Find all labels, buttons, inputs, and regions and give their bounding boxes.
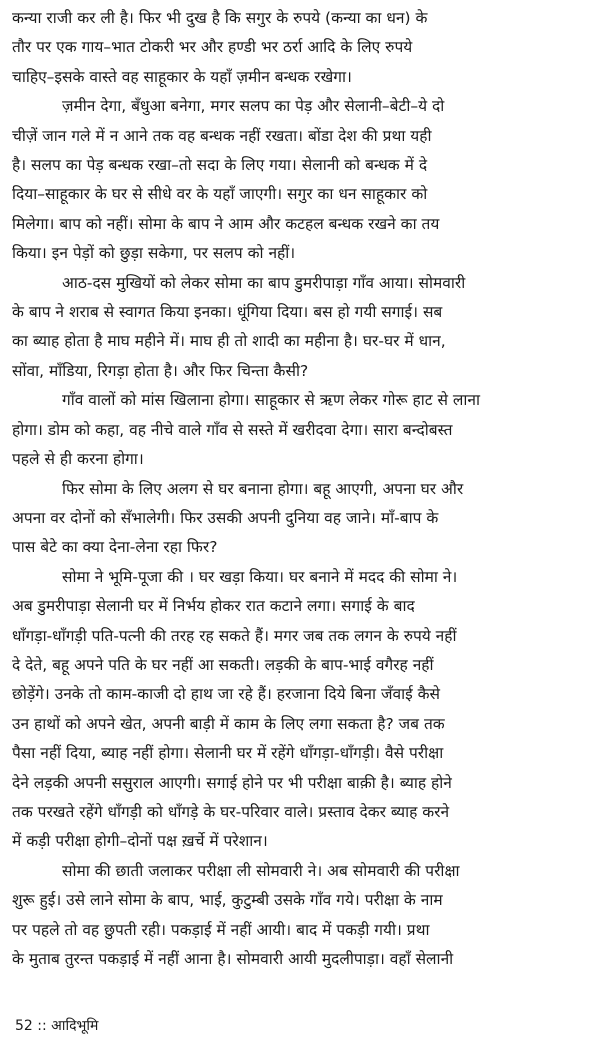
text-line: किया। इन पेड़ों को छुड़ा सकेगा, पर सलप को नहीं। — [12, 244, 296, 263]
text-line: उन हाथों को अपने खेत, अपनी बाड़ी में काम के लिए लगा सकता है? जब तक — [12, 714, 445, 733]
paragraph — [12, 563, 588, 857]
text-line: छोड़ेंगे। उनके तो काम-काजी दो हाथ जा रहे हैं। हरजाना दिये बिना जँवाई कैसे — [12, 685, 441, 704]
text-line: सोमा की छाती जलाकर परीक्षा ली सोमवारी ने। अब सोमवारी की परीक्षा — [62, 861, 460, 880]
text-line: में कड़ी परीक्षा होगी–दोनों पक्ष ख़र्चे में परेशान। — [12, 832, 268, 851]
text-line: अपना वर दोनों को सँभालेगी। फिर उसकी अपनी दुनिया वह जाने। माँ-बाप के — [12, 508, 439, 527]
text-line: देने लड़की अपनी ससुराल आएगी। सगाई होने पर भी परीक्षा बाक़ी है। ब्याह होने — [12, 773, 452, 792]
paragraph — [12, 269, 588, 387]
text-line: चीज़ें जान गले में न आने तक वह बन्धक नहीं रखता। बोंडा देश की प्रथा यही — [12, 126, 432, 145]
text-line: के मुताब तुरन्त पकड़ाई में नहीं आना है। सोमवारी आयी मुदलीपाड़ा। वहाँ सेलानी — [12, 950, 454, 968]
text-line: तौर पर एक गाय–भात टोकरी भर और हण्डी भर ठर्रा आदि के लिए रुपये — [12, 38, 413, 57]
text-line: मिलेगा। बाप को नहीं। सोमा के बाप ने आम और कटहल बन्धक रखने का तय — [12, 214, 440, 233]
text-line: होगा। डोम को कहा, वह नीचे वाले गाँव से सस्ते में खरीदवा देगा। सारा बन्दोबस्त — [12, 420, 453, 439]
paragraph — [12, 4, 588, 92]
text-line: शुरू हुई। उसे लाने सोमा के बाप, भाई, कुटुम्बी उसके गाँव गये। परीक्षा के नाम — [12, 891, 443, 910]
paragraph — [12, 857, 588, 975]
text-line: सोंवा, माँडिया, रिगड़ा होता है। और फिर चिन्ता कैसी? — [12, 361, 309, 380]
text-line: है। सलप का पेड़ बन्धक रखा–तो सदा के लिए गया। सेलानी को बन्धक में दे — [12, 156, 428, 175]
text-line: पहले से ही करना होगा। — [12, 450, 144, 469]
text-line: धाँगड़ा-धाँगड़ी पति-पत्नी की तरह रह सकते हैं। मगर जब तक लगन के रुपये नहीं — [12, 626, 457, 645]
paragraph — [12, 386, 588, 474]
text-line: का ब्याह होता है माघ महीने में। माघ ही तो शादी का महीना है। घर-घर में धान, — [12, 332, 446, 351]
text-line: पर पहले तो वह छुपती रही। पकड़ाई में नहीं आयी। बाद में पकड़ी गयी। प्रथा — [12, 920, 430, 939]
text-line: अब डुमरीपाड़ा सेलानी घर में निर्भय होकर रात कटाने लगा। सगाई के बाद — [12, 597, 415, 616]
text-line: दिया–साहूकार के घर से सीधे वर के यहाँ जाएगी। सगुर का धन साहूकार को — [12, 185, 428, 204]
text-line: गाँव वालों को मांस खिलाना होगा। साहूकार से ऋण लेकर गोरू हाट से लाना — [62, 391, 481, 410]
text-line: दे देते, बहू अपने पति के घर नहीं आ सकती। लड़की के बाप-भाई वगैरह नहीं — [12, 655, 434, 674]
body-text — [12, 4, 588, 974]
footer-separator: :: — [37, 1018, 47, 1034]
page-number: 52 — [15, 1018, 33, 1034]
book-title: आदिभूमि — [51, 1018, 99, 1034]
text-line: ज़मीन देगा, बँधुआ बनेगा, मगर सलप का पेड़ और सेलानी–बेटी–ये दो — [62, 97, 445, 116]
text-line: के बाप ने शराब से स्वागत किया इनका। धूंगिया दिया। बस हो गयी सगाई। सब — [12, 303, 443, 322]
text-line: पास बेटे का क्या देना-लेना रहा फिर? — [12, 538, 218, 557]
paragraph — [12, 92, 588, 268]
page-footer — [15, 1016, 98, 1036]
paragraph — [12, 475, 588, 563]
text-line: कन्या राजी कर ली है। फिर भी दुख है कि सगुर के रुपये (कन्या का धन) के — [12, 9, 428, 27]
text-line: फिर सोमा के लिए अलग से घर बनाना होगा। बहू आएगी, अपना घर और — [62, 479, 464, 498]
text-line: आठ-दस मुखियों को लेकर सोमा का बाप डुमरीपाड़ा गाँव आया। सोमवारी — [62, 273, 466, 292]
text-line: पैसा नहीं दिया, ब्याह नहीं होगा। सेलानी घर में रहेंगे धाँगड़ा-धाँगड़ी। वैसे परीक्षा — [12, 744, 444, 763]
text-line: चाहिए–इसके वास्ते वह साहूकार के यहाँ ज़मीन बन्धक रखेगा। — [12, 67, 352, 86]
text-line: सोमा ने भूमि-पूजा की । घर खड़ा किया। घर बनाने में मदद की सोमा ने। — [62, 567, 458, 586]
text-line: तक परखते रहेंगे धाँगड़ी को धाँगड़े के घर-परिवार वाले। प्रस्ताव देकर ब्याह करने — [12, 802, 450, 821]
